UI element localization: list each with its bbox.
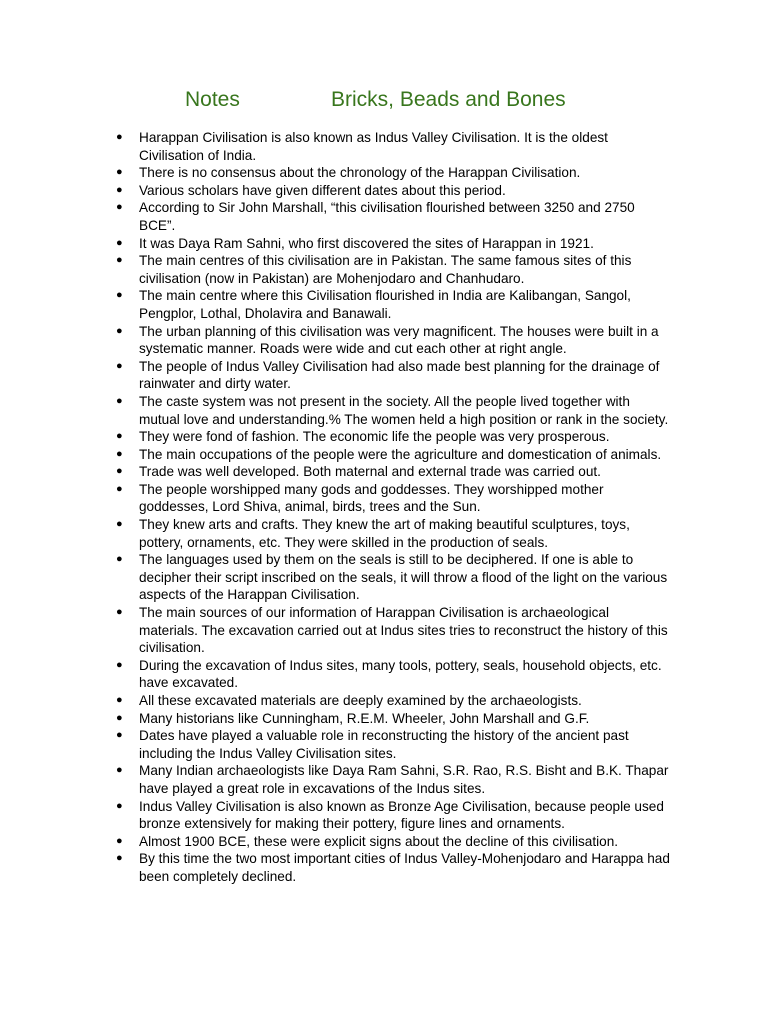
list-item-text: Many Indian archaeologists like Daya Ram Sahni, S.R. Rao, R.S. Bisht and B.K. Thapar have played a great role in excavations of the Indus sites.	[139, 763, 669, 796]
bullet-icon: ●	[116, 359, 123, 372]
bullet-icon: ●	[116, 799, 123, 812]
bullet-icon: ●	[116, 764, 123, 777]
list-item	[116, 551, 671, 604]
bullet-icon: ●	[116, 465, 123, 478]
list-item-text: Various scholars have given different dates about this period.	[139, 182, 506, 198]
list-item	[116, 199, 671, 234]
list-item	[116, 798, 671, 833]
list-item	[116, 463, 671, 481]
bullet-icon: ●	[116, 553, 123, 566]
list-item	[116, 446, 671, 464]
bullet-icon: ●	[116, 324, 123, 337]
page-title	[0, 86, 768, 116]
bullet-icon: ●	[116, 166, 123, 179]
bullet-icon: ●	[116, 729, 123, 742]
bullet-icon: ●	[116, 711, 123, 724]
bullet-icon: ●	[116, 606, 123, 619]
list-item-text: All these excavated materials are deeply examined by the archaeologists.	[139, 693, 582, 708]
bullet-icon: ●	[116, 834, 123, 847]
bullet-icon: ●	[116, 131, 123, 143]
bullet-icon: ●	[116, 447, 123, 460]
list-item-text: Trade was well developed. Both maternal and external trade was carried out.	[139, 464, 601, 480]
list-item-text: It was Daya Ram Sahni, who first discovered the sites of Harappan in 1921.	[139, 235, 594, 251]
list-item-text: Almost 1900 BCE, these were explicit signs about the decline of this civilisation.	[139, 833, 619, 849]
bullet-icon: ●	[116, 254, 123, 267]
list-item-text: According to Sir John Marshall, “this civilisation flourished between 3250 and 2750 BCE”.	[139, 200, 635, 233]
list-item	[116, 182, 671, 200]
list-item	[116, 833, 671, 851]
list-item-text: The people of Indus Valley Civilisation had also made best planning for the drainage of rainwater and dirty water.	[139, 358, 660, 392]
bullet-icon: ●	[116, 852, 123, 865]
list-item-text: There is no consensus about the chronology of the Harappan Civilisation.	[139, 165, 581, 181]
list-item-text: The people worshipped many gods and goddesses. They worshipped mother goddesses, Lord Shiva, animal, birds, trees and the Sun.	[139, 481, 604, 515]
list-item	[116, 287, 671, 322]
bullet-icon: ●	[116, 518, 123, 531]
list-item-text: The main occupations of the people were the agriculture and domestication of animals.	[139, 446, 662, 462]
list-item-text: The main centres of this civilisation are in Pakistan. The same famous sites of this civilisation (now in Pakistan) are Mohenjodaro and Chanhudaro.	[139, 253, 632, 286]
list-item	[116, 164, 671, 182]
list-item-text: The urban planning of this civilisation was very magnificent. The houses were built in a systematic manner. Roads were wide and cut each other at right angle.	[139, 323, 659, 357]
list-item	[116, 358, 671, 393]
bullet-icon: ●	[116, 430, 123, 443]
bullet-icon: ●	[116, 289, 123, 302]
list-item-text: By this time the two most important cities of Indus Valley-Mohenjodaro and Harappa had been completely declined.	[139, 851, 670, 884]
list-item	[116, 850, 671, 885]
list-item	[116, 428, 671, 446]
bullet-icon: ●	[116, 236, 123, 249]
list-item	[116, 516, 671, 551]
list-item-text: The caste system was not present in the society. All the people lived together with mutual love and understanding.% The women held a high position or rank in the society.	[139, 393, 669, 427]
list-item-text: They knew arts and crafts. They knew the art of making beautiful sculptures, toys, pottery, ornaments, etc. They were skilled in the production of seals.	[139, 517, 630, 550]
bullet-icon: ●	[116, 201, 123, 214]
list-item	[116, 710, 671, 728]
list-item	[116, 323, 671, 358]
bullet-icon: ●	[116, 183, 123, 196]
list-item	[116, 481, 671, 516]
notes-bullet-list	[116, 129, 671, 886]
list-item	[116, 252, 671, 287]
list-item	[116, 129, 671, 164]
list-item	[116, 692, 671, 710]
list-item-text: Harappan Civilisation is also known as Indus Valley Civilisation. It is the oldest Civilisation of India.	[139, 130, 608, 163]
list-item	[116, 727, 671, 762]
list-item	[116, 235, 671, 253]
bullet-icon: ●	[116, 482, 123, 495]
list-item-text: During the excavation of Indus sites, many tools, pottery, seals, household objects, etc. have excavated.	[139, 657, 662, 691]
list-item-text: They were fond of fashion. The economic life the people was very prosperous.	[139, 429, 610, 445]
list-item-text: Many historians like Cunningham, R.E.M. Wheeler, John Marshall and G.F.	[139, 710, 590, 726]
bullet-icon: ●	[116, 658, 123, 671]
list-item	[116, 657, 671, 692]
list-item-text: Indus Valley Civilisation is also known as Bronze Age Civilisation, because people used bronze extensively for making their pottery, figure lines and ornaments.	[139, 798, 664, 832]
list-item	[116, 762, 671, 797]
list-item	[116, 604, 671, 657]
bullet-icon: ●	[116, 694, 123, 706]
list-item	[116, 393, 671, 428]
list-item-text: The main sources of our information of Harappan Civilisation is archaeological materials. The excavation carried out at Indus sites tries to reconstruct the history of this civilisation.	[139, 605, 668, 656]
list-item-text: The languages used by them on the seals is still to be deciphered. If one is able to decipher their script inscribed on the seals, it will throw a flood of the light on the various aspects of the Harappan Civilisation.	[139, 552, 668, 603]
list-item-text: The main centre where this Civilisation flourished in India are Kalibangan, Sangol, Pengplor, Lothal, Dholavira and Banawali.	[139, 288, 631, 321]
list-item-text: Dates have played a valuable role in reconstructing the history of the ancient past including the Indus Valley Civilisation sites.	[139, 728, 629, 761]
title-notes: Notes	[185, 88, 240, 111]
bullet-icon: ●	[116, 394, 123, 407]
title-topic: Bricks, Beads and Bones	[331, 88, 566, 111]
